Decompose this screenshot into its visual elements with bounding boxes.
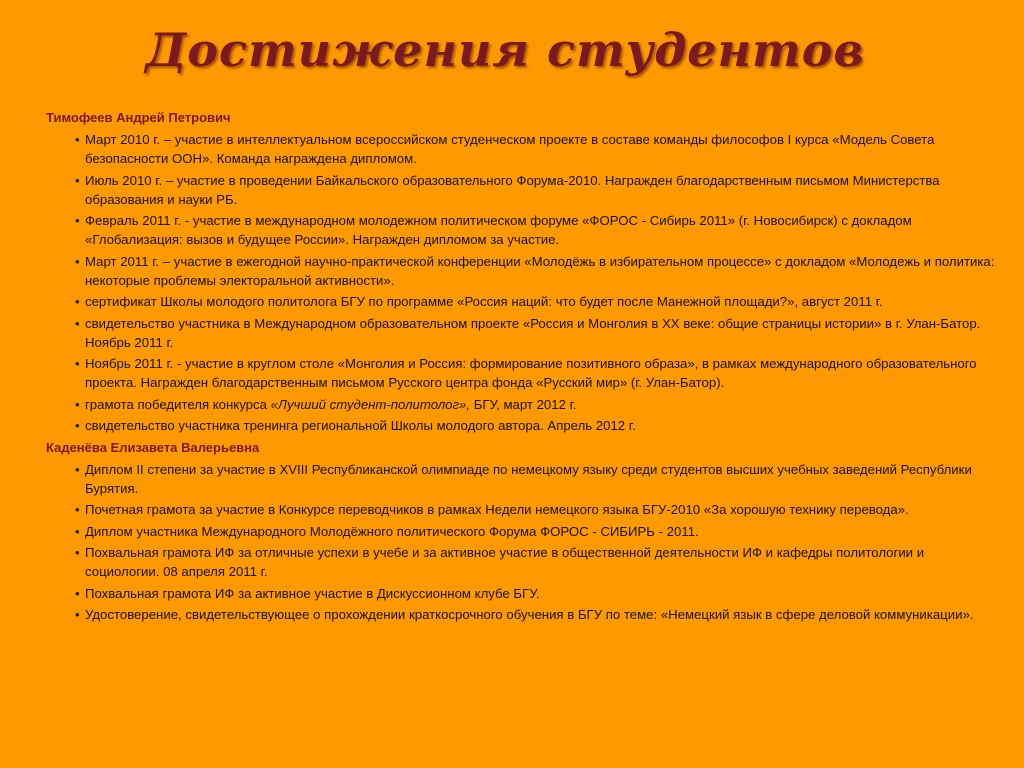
bullet-icon: •	[75, 253, 80, 269]
achievement-item	[75, 314, 1001, 352]
bullet-icon: •	[75, 585, 80, 601]
person-name: Тимофеев Андрей Петрович	[46, 110, 231, 125]
achievement-item	[75, 395, 1001, 414]
achievement-text: БГУ, март 2012 г.	[470, 396, 577, 412]
achievement-item	[75, 292, 1001, 311]
bullet-icon: •	[75, 461, 80, 477]
bullet-icon: •	[75, 315, 80, 331]
achievement-text: грамота победителя конкурса	[85, 396, 271, 412]
bullet-icon: •	[75, 213, 80, 228]
bullet-icon: •	[75, 356, 80, 371]
bullet-icon: •	[75, 132, 80, 147]
achievement-list	[46, 460, 1001, 625]
achievement-list	[46, 130, 1001, 435]
bullet-icon: •	[75, 523, 80, 539]
achievement-text: Похвальная грамота ИФ за отличные успехи в учебе и за активное участие в общественной деятельности ИФ и кафедры политологии и социологии. 08 апреля 2011 г.	[85, 545, 925, 579]
achievement-text: Март 2010 г. – участие в интеллектуальном всероссийском студенческом проекте в составе команды философов I курса «Модель Совета безопасности ООН». Команда награждена дипломом.	[85, 132, 935, 166]
person-name: Каденёва Елизавета Валерьевна	[46, 439, 260, 455]
slide-title: Достижения студентов	[145, 23, 865, 77]
achievement-text: Февраль 2011 г. - участие в международном молодежном политическом форуме «ФОРОС - Сибирь 2011» (г. Новосибирск) с докладом «Глобализация: вызов и будущее России». Награжден дипломом за участие.	[85, 213, 912, 247]
achievement-item	[75, 354, 1001, 392]
bullet-icon: •	[75, 545, 80, 560]
achievement-text: свидетельство участника тренинга региональной Школы молодого автора. Апрель 2012 г.	[85, 418, 636, 433]
achievement-item	[75, 605, 1001, 624]
bullet-icon: •	[75, 418, 80, 433]
achievement-item	[75, 416, 1001, 435]
achievement-text: Диплом участника Международного Молодёжного политического Форума ФОРОС - СИБИРЬ - 2011.	[85, 523, 699, 539]
achievement-item	[75, 522, 1001, 541]
achievement-text: Март 2011 г. – участие в ежегодной научно-практической конференции «Молодёжь в избирательном процессе» с докладом «Молодежь и политика: некоторые проблемы электоральной активности».	[85, 253, 995, 288]
achievement-text: Почетная грамота за участие в Конкурсе переводчиков в рамках Недели немецкого языка БГУ-2010 «За хорошую технику перевода».	[85, 502, 909, 517]
bullet-icon: •	[75, 607, 80, 622]
achievement-text: Июль 2010 г. – участие в проведении Байкальского образовательного Форума-2010. Награжден благодарственным письмом Министерства образования и науки РБ.	[85, 172, 940, 207]
achievement-text: Похвальная грамота ИФ за активное участие в Дискуссионном клубе БГУ.	[85, 585, 540, 601]
bullet-icon: •	[75, 396, 80, 412]
achievement-item	[75, 130, 1001, 168]
achievement-text: Удостоверение, свидетельствующее о прохождении краткосрочного обучения в БГУ по теме: «Немецкий язык в сфере деловой коммуникации».	[85, 607, 974, 622]
bullet-icon: •	[75, 172, 80, 188]
achievement-item	[75, 211, 1001, 249]
achievement-text: Ноябрь 2011 г. - участие в круглом столе «Монголия и Россия: формирование позитивного образа», в рамках международного образовательного проекта. Награжден благодарственным письмом Русского центра фонда «Русский мир» (г. Улан-Батор).	[85, 356, 977, 390]
bullet-icon: •	[75, 294, 80, 309]
achievement-item	[75, 500, 1001, 519]
achievement-item	[75, 460, 1001, 498]
achievement-text: Диплом II степени за участие в XVIII Республиканской олимпиаде по немецкому языку среди студентов высших учебных заведений Республики Бурятия.	[85, 461, 972, 496]
achievement-item	[75, 584, 1001, 603]
achievement-item	[75, 171, 1001, 209]
achievement-item	[75, 543, 1001, 581]
contest-name: «Лучший студент-политолог»,	[270, 396, 471, 412]
bullet-icon: •	[75, 502, 80, 517]
achievement-text: сертификат Школы молодого политолога БГУ по программе «Россия наций: что будет после Манежной площади?», август 2011 г.	[85, 294, 883, 309]
achievement-text: свидетельство участника в Международном образовательном проекте «Россия и Монголия в XX веке: общие страницы истории» в г. Улан-Батор. Ноябрь 2011 г.	[85, 315, 981, 350]
slide-content	[46, 108, 1001, 627]
achievement-item	[75, 252, 1001, 290]
